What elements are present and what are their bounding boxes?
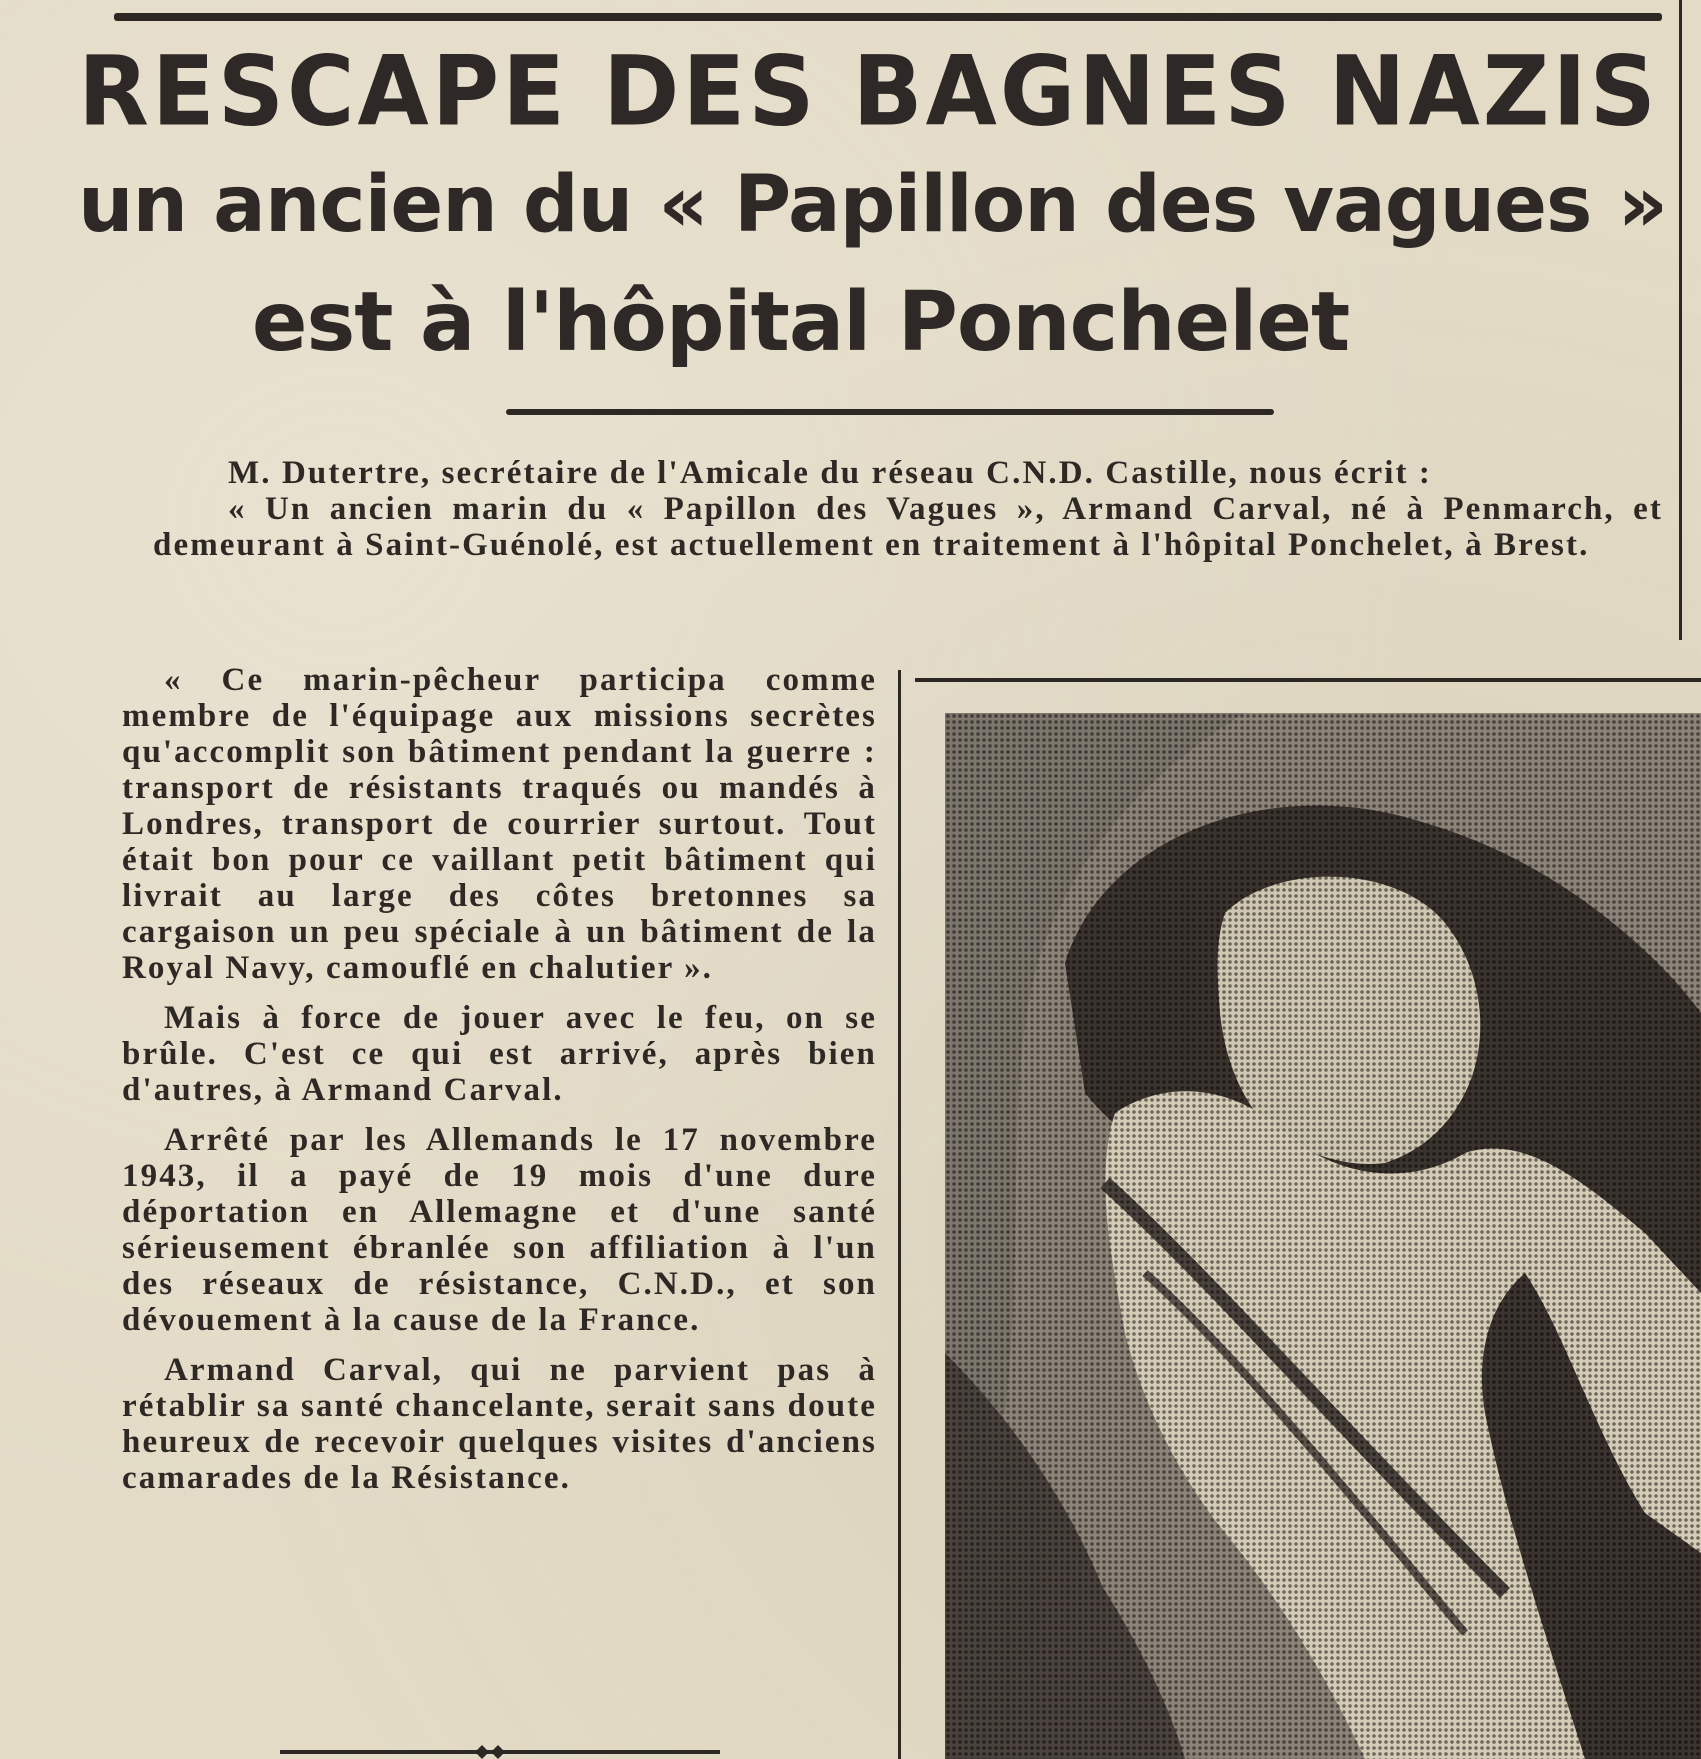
column-divider (898, 670, 901, 1759)
photo-top-rule (915, 678, 1701, 682)
top-rule (114, 13, 1662, 21)
halftone-texture (945, 713, 1701, 1759)
intro (153, 455, 1663, 563)
headline-line-2: un ancien du « Papillon des vagues » (77, 160, 1668, 250)
headline-rule (506, 409, 1274, 415)
ornament-divider (280, 1745, 720, 1759)
body-paragraph: Armand Carval, qui ne parvient pas à rétablir sa santé chancelante, serait sans doute heureux de recevoir quelques visites d'anciens camarades de la Résistance. (122, 1352, 877, 1496)
headline-line-1: RESCAPE DES BAGNES NAZIS (78, 35, 1659, 148)
body-paragraph: Arrêté par les Allemands le 17 novembre 1943, il a payé de 19 mois d'une dure déportation en Allemagne et d'une santé sérieusement ébranlée son affiliation à l'un des réseaux de résistance, C.N.D., et son dévouement à la cause de la France. (122, 1122, 877, 1338)
intro-paragraph: « Un ancien marin du « Papillon des Vagues », Armand Carval, né à Penmarch, et demeurant à Saint-Guénolé, est actuellement en traitement à l'hôpital Ponchelet, à Brest. (153, 491, 1663, 563)
headline-line-3: est à l'hôpital Ponchelet (251, 275, 1350, 370)
body-paragraph: Mais à force de jouer avec le feu, on se brûle. C'est ce qui est arrivé, après bien d'autres, à Armand Carval. (122, 1000, 877, 1108)
intro-paragraph: M. Dutertre, secrétaire de l'Amicale du réseau C.N.D. Castille, nous écrit : (228, 455, 1433, 491)
body-paragraph: « Ce marin-pêcheur participa comme membre de l'équipage aux missions secrètes qu'accomplit son bâtiment pendant la guerre : transport de résistants traqués ou mandés à Londres, transport de courrier surtout. Tout était bon pour ce vaillant petit bâtiment qui livrait au large des côtes bretonnes sa cargaison un peu spéciale à un bâtiment de la Royal Navy, camouflé en chalutier ». (122, 662, 877, 986)
portrait-photo (945, 713, 1701, 1759)
article-body (122, 662, 877, 1510)
